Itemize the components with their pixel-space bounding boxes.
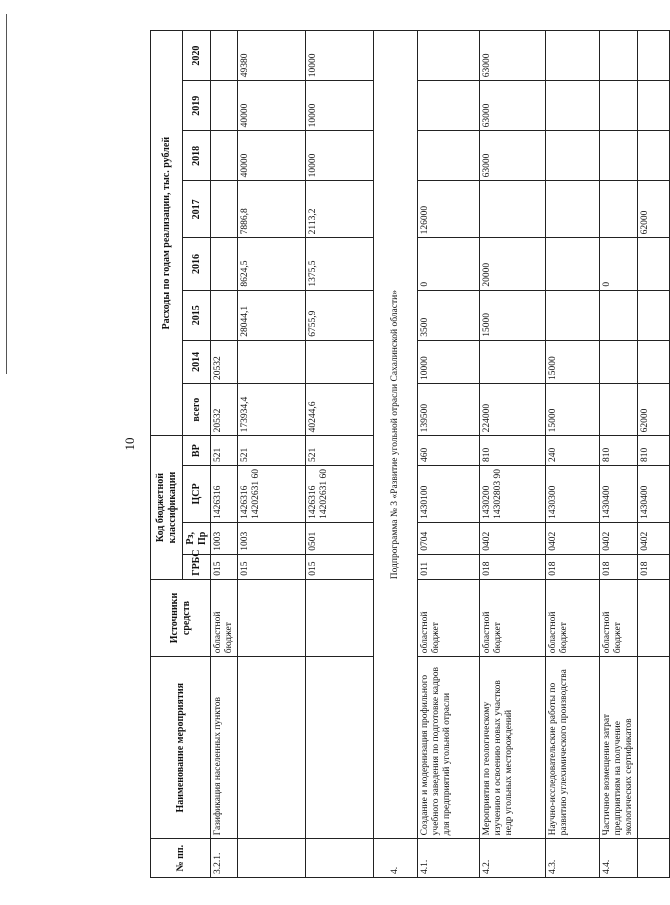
row-rzpr: 0402 (637, 522, 669, 554)
row-year-value: 10000 (417, 340, 479, 383)
row-year-value (599, 81, 637, 131)
row-year-value: 20532 (211, 340, 238, 383)
table-row (237, 31, 305, 878)
table-row (211, 31, 238, 878)
row-year-value: 7886,8 (237, 181, 305, 238)
row-year-value (545, 81, 599, 131)
row-year-value: 28044,1 (237, 290, 305, 340)
row-total: 139500 (417, 384, 479, 436)
row-name: Частичное возмещение затрат предприятиям на получение экологических сертификатов (599, 657, 637, 839)
row-year-value: 63000 (479, 81, 545, 131)
col-num: № пп. (151, 839, 211, 878)
row-year-value (545, 181, 599, 238)
col-year: 2019 (183, 81, 211, 131)
col-total: всего (183, 384, 211, 436)
row-year-value: 0 (599, 238, 637, 290)
row-year-value: 0 (417, 238, 479, 290)
row-name (305, 657, 373, 839)
row-year-value (599, 340, 637, 383)
row-year-value (211, 131, 238, 181)
row-name (237, 657, 305, 839)
row-year-value: 62000 (637, 181, 669, 238)
row-year-value: 10000 (305, 131, 373, 181)
col-vr: ВР (183, 436, 211, 466)
row-year-value: 63000 (479, 31, 545, 81)
row-num: 4.3. (545, 839, 599, 878)
row-year-value (599, 290, 637, 340)
row-grbs: 018 (637, 554, 669, 579)
col-csr: ЦСР (183, 466, 211, 523)
col-code-group: Код бюджетной классификации (151, 436, 183, 579)
row-year-value (417, 31, 479, 81)
row-year-value: 1375,5 (305, 238, 373, 290)
row-year-value (237, 340, 305, 383)
table-row (599, 31, 637, 878)
row-vr: 810 (479, 436, 545, 466)
row-source (305, 579, 373, 656)
row-source: областной бюджет (211, 579, 238, 656)
row-rzpr: 0402 (479, 522, 545, 554)
col-year: 2018 (183, 131, 211, 181)
col-name: Наименование мероприятия (151, 657, 211, 839)
row-year-value: 15000 (545, 340, 599, 383)
row-vr: 521 (305, 436, 373, 466)
budget-table (150, 30, 670, 878)
row-year-value: 126000 (417, 181, 479, 238)
row-year-value: 3500 (417, 290, 479, 340)
row-total: 224000 (479, 384, 545, 436)
row-vr: 240 (545, 436, 599, 466)
row-grbs: 018 (479, 554, 545, 579)
row-grbs: 011 (417, 554, 479, 579)
row-name: Мероприятия по геологическому изучению и освоению новых участков недр угольных месторождений (479, 657, 545, 839)
row-year-value (479, 340, 545, 383)
row-year-value: 8624,5 (237, 238, 305, 290)
row-year-value (211, 290, 238, 340)
row-vr: 521 (237, 436, 305, 466)
col-rzpr: Рз, Пр (183, 522, 211, 554)
row-total: 173934,4 (237, 384, 305, 436)
row-name (637, 657, 669, 839)
row-year-value (479, 181, 545, 238)
col-spend-group: Расходы по годам реализации, тыс. рублей (151, 31, 183, 436)
row-csr: 1426316 14202631 60 (305, 466, 373, 523)
row-rzpr: 0402 (545, 522, 599, 554)
row-source: областной бюджет (545, 579, 599, 656)
row-year-value (417, 131, 479, 181)
table-row (305, 31, 373, 878)
row-rzpr: 1003 (211, 522, 238, 554)
table-row (479, 31, 545, 878)
row-num: 4.2. (479, 839, 545, 878)
row-year-value: 10000 (305, 31, 373, 81)
row-year-value: 2113,2 (305, 181, 373, 238)
row-year-value (211, 31, 238, 81)
row-year-value: 20000 (479, 238, 545, 290)
row-csr: 1430300 (545, 466, 599, 523)
row-year-value: 10000 (305, 81, 373, 131)
row-year-value: 49380 (237, 31, 305, 81)
row-grbs: 015 (305, 554, 373, 579)
row-year-value (599, 131, 637, 181)
row-source: областной бюджет (599, 579, 637, 656)
col-year: 2016 (183, 238, 211, 290)
row-name: Газификация населенных пунктов (211, 657, 238, 839)
scan-edge (6, 14, 7, 374)
row-year-value (545, 31, 599, 81)
row-year-value (305, 340, 373, 383)
row-num: 4.4. (599, 839, 637, 878)
row-total: 40244,6 (305, 384, 373, 436)
row-year-value (637, 31, 669, 81)
row-year-value (211, 238, 238, 290)
col-year: 2014 (183, 340, 211, 383)
row-year-value (637, 340, 669, 383)
row-name: Создание и модернизация профильного учебного заведения по подготовке кадров для предприятий угольной отрасли (417, 657, 479, 839)
row-csr: 1430400 (599, 466, 637, 523)
col-source: Источники средств (151, 579, 211, 656)
row-year-value (637, 131, 669, 181)
row-total: 15000 (545, 384, 599, 436)
row-year-value: 15000 (479, 290, 545, 340)
page-number: 10 (122, 437, 137, 451)
row-year-value (545, 238, 599, 290)
col-year: 2020 (183, 31, 211, 81)
row-total: 62000 (637, 384, 669, 436)
row-num: 3.2.1. (211, 839, 238, 878)
row-grbs: 015 (211, 554, 238, 579)
row-vr: 810 (599, 436, 637, 466)
row-year-value (637, 290, 669, 340)
row-num (637, 839, 669, 878)
row-num: 4.1. (417, 839, 479, 878)
row-rzpr: 1003 (237, 522, 305, 554)
row-year-value (545, 131, 599, 181)
row-year-value (211, 181, 238, 238)
row-year-value (417, 81, 479, 131)
row-year-value: 40000 (237, 81, 305, 131)
row-year-value (637, 238, 669, 290)
row-rzpr: 0402 (599, 522, 637, 554)
row-source (637, 579, 669, 656)
row-rzpr: 0501 (305, 522, 373, 554)
row-grbs: 018 (545, 554, 599, 579)
row-year-value (211, 81, 238, 131)
row-year-value (545, 290, 599, 340)
row-name: Научно-исследовательские работы по развитию углехимического производства (545, 657, 599, 839)
subprogram-title: Подпрограмма № 3 «Развитие угольной отрасли Сахалинской области» (373, 31, 417, 839)
table-row (637, 31, 669, 878)
subprogram-num: 4. (373, 839, 417, 878)
row-rzpr: 0704 (417, 522, 479, 554)
row-num (237, 839, 305, 878)
row-year-value (599, 181, 637, 238)
row-grbs: 018 (599, 554, 637, 579)
row-total (599, 384, 637, 436)
row-source: областной бюджет (417, 579, 479, 656)
rotated-page (150, 30, 650, 878)
row-year-value: 40000 (237, 131, 305, 181)
row-csr: 1426316 (211, 466, 238, 523)
col-grbs: ГРБС (183, 554, 211, 579)
row-source: областной бюджет (479, 579, 545, 656)
row-csr: 1430400 (637, 466, 669, 523)
col-year: 2015 (183, 290, 211, 340)
row-csr: 1430100 (417, 466, 479, 523)
row-csr: 1430200 14302803 90 (479, 466, 545, 523)
row-vr: 521 (211, 436, 238, 466)
row-year-value (599, 31, 637, 81)
table-row (417, 31, 479, 878)
row-grbs: 015 (237, 554, 305, 579)
table-row (545, 31, 599, 878)
row-year-value (637, 81, 669, 131)
row-vr: 460 (417, 436, 479, 466)
row-year-value: 6755,9 (305, 290, 373, 340)
row-source (237, 579, 305, 656)
col-year: 2017 (183, 181, 211, 238)
row-csr: 1426316 14202631 60 (237, 466, 305, 523)
row-vr: 810 (637, 436, 669, 466)
row-total: 20532 (211, 384, 238, 436)
row-num (305, 839, 373, 878)
row-year-value: 63000 (479, 131, 545, 181)
